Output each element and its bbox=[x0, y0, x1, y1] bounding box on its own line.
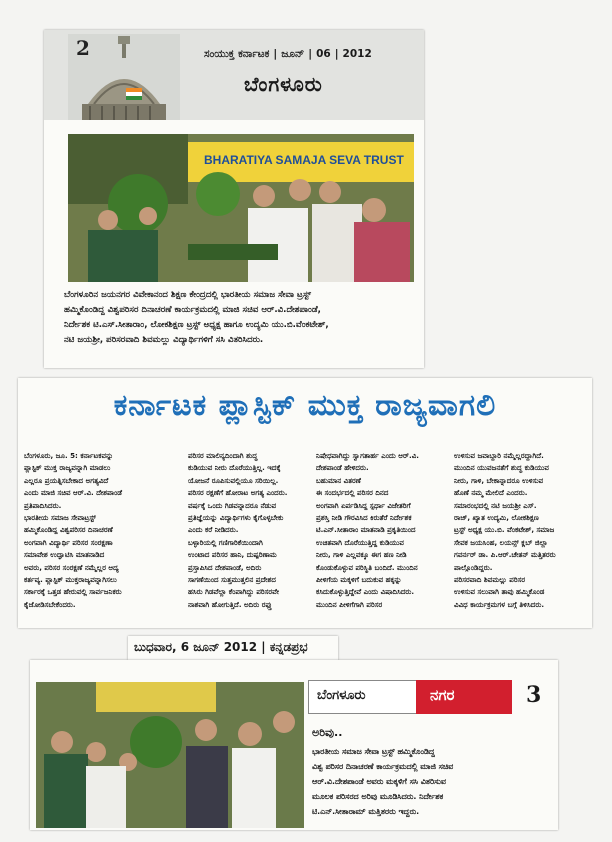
clipping-kannadaprabha bbox=[30, 660, 558, 830]
article-column-4: ಉಳಿಸುವ ಜವಾಬ್ದಾರಿ ನಮ್ಮೆಲ್ಲರದ್ದಾಗಿದೆ. ಮುಂದಿನ ಯುವಜನತೆಗೆ ಶುದ್ಧ ಕುಡಿಯುವ ನೀರು, ಗಾಳಿ, ಬೇಕಾನ್ನಾದರೂ ಉಳಿಸುವ ಹೊಣೆ ನಮ್ಮ ಮೇಲಿದೆ ಎಂದರು. ಸಮಾರಂಭದಲ್ಲಿ ನಟಿ ಜಯಶ್ರೀ ಎಸ್. ರಾಜ್, ಖ್ಯಾತ ಉದ್ಯಮಿ, ಲೋಕಶಿಕ್ಷಣ ಟ್ರಸ್ಟ್ ಅಧ್ಯಕ್ಷ ಯು.ಬಿ. ವೆಂಕಟೇಶ್, ಸಮಾಜ ಸೇವಕ ಜಯಸಿಂಹ, ಲಯನ್ಸ್ ಕ್ಲಬ್ ಜಿಲ್ಲಾ ಗವರ್ನರ್ ಡಾ. ಪಿ.ಆರ್.ಚೇತನ್ ಮತ್ತಿತರರು ಪಾಲ್ಗೊಂಡಿದ್ದರು. ಪರಿಸರವಾದಿ ಶಿವಮಲ್ಲು ಪರಿಸರ ಉಳಿಸುವ ಸಲುವಾಗಿ ತಾವು ಹಮ್ಮಿಕೊಂಡ ವಿವಿಧ ಕಾರ್ಯಕ್ರಮಗಳ ಬಗ್ಗೆ ತಿಳಿಸಿದರು. bbox=[454, 451, 556, 609]
event-photo bbox=[68, 134, 414, 282]
photo-banner-text: BHARATIYA SAMAJA SEVA TRUST bbox=[204, 153, 404, 167]
article-body bbox=[24, 450, 590, 624]
brief-heading: ಅರಿವು.. bbox=[312, 726, 343, 739]
city-label: ಬೆಂಗಳೂರು bbox=[244, 72, 323, 96]
clipping-samyukta-karnataka bbox=[44, 30, 424, 368]
article-column-1: ಬೆಂಗಳೂರು, ಜೂ. 5: ಕರ್ನಾಟಕವನ್ನು ಪ್ಲಾಸ್ಟಿಕ್ ಮುಕ್ತ ರಾಜ್ಯವನ್ನಾಗಿ ಮಾಡಲು ಎಲ್ಲರೂ ಪ್ರಯತ್ನಿಸಬೇಕಾದ ಅಗತ್ಯವಿದೆ ಎಂದು ಮಾಜಿ ಸಚಿವ ಆರ್.ವಿ. ದೇಶಪಾಂಡೆ ಪ್ರತಿಪಾದಿಸಿದರು. ಭಾರತೀಯ ಸಮಾಜ ಸೇವಾಟ್ರಸ್ಟ್ ಹಮ್ಮಿಕೊಂಡಿದ್ದ ವಿಶ್ವಪರಿಸರ ದಿನಾಚರಣೆ ಅಂಗವಾಗಿ ವಿದ್ಯಾರ್ಥಿ ಪರಿಸರ ಸಂರಕ್ಷಣಾ ಸಮಾವೇಶ ಉದ್ಘಾಟಿಸಿ ಮಾತನಾಡಿದ ಅವರು, ಪರಿಸರ ಸಂರಕ್ಷಣೆ ನಮ್ಮೆಲ್ಲರ ಆದ್ಯ ಕರ್ತವ್ಯ. ಪ್ಲಾಸ್ಟಿಕ್ ಮುಕ್ತರಾಜ್ಯವನ್ನಾಗಿಸಲು ಸರ್ಕಾರಕ್ಕೆ ಒತ್ತಡ ಹೇರುವಲ್ಲಿ ಸಾರ್ವಜನಿಕರು ಕೈಜೋಡಿಸಬೇಕೆಂದರು. bbox=[24, 451, 123, 609]
article-column-2: ಪರಿಸರ ಮಾಲಿನ್ಯದಿಂದಾಗಿ ಶುದ್ಧ ಕುಡಿಯುವ ನೀರು ದೊರೆಯುತ್ತಿಲ್ಲ. ಇದಕ್ಕೆ ಯೋಜನೆ ರೂಪಿಸುವಲ್ಲಿಯೂ ಸರಿಯಿಲ್ಲ. ಪರಿಸರ ರಕ್ಷಣೆಗೆ ಹೋರಾಟ ಅಗತ್ಯ ಎಂದರು. ವರ್ಷಕ್ಕೆ ಒಂದು ಗಿಡವನ್ನಾದರೂ ನೆಡುವ ಪ್ರತಿಜ್ಞೆಯನ್ನು ವಿದ್ಯಾರ್ಥಿಗಳು ಕೈಗೊಳ್ಳಬೇಕು ಎಂದು ಕರೆ ನೀಡಿದರು. ಬಳ್ಳಾರಿಯಲ್ಲಿ ಗಣಿಗಾರಿಕೆಯಿಂದಾಗಿ ಉಂಟಾದ ಪರಿಸರ ಹಾನಿ, ದುಷ್ಪರಿಣಾಮ ಪ್ರಸ್ತಾಪಿಸಿದ ದೇಶಪಾಂಡೆ, ಅದಿರು ಸಾಗಣೆಯಿಂದ ಸುತ್ತಮುತ್ತಲಿನ ಪ್ರದೇಶದ ಹಸಿರು ಗಿಡವೆಲ್ಲಾ ಕೆಂಪಾಗಿದ್ದು ಪರಿಸರವೇ ನಾಶವಾಗಿ ಹೋಗುತ್ತಿದೆ. ಅದಿರು ರಫ್ತು bbox=[188, 451, 288, 609]
clipping-kannadaprabha-dateline bbox=[128, 636, 338, 660]
page-number: 3 bbox=[526, 682, 542, 708]
event-photo bbox=[36, 682, 304, 828]
masthead bbox=[44, 30, 424, 120]
article-headline: ಕರ್ನಾಟಕ ಪ್ಲಾಸ್ಟಿಕ್ ಮುಕ್ತ ರಾಜ್ಯವಾಗಲಿ bbox=[113, 388, 497, 423]
clipping-plastic-free-article bbox=[18, 378, 592, 628]
article-column-3: ನಿಷೇಧವಾಗಿದ್ದು ಸ್ವಾಗತಾರ್ಹ ಎಂದು ಆರ್.ವಿ. ದೇಶಪಾಂಡೆ ಹೇಳಿದರು. ಬಹುಮಾನ ವಿತರಣೆ ಈ ಸಂದರ್ಭದಲ್ಲಿ ಪರಿಸರ ದಿನದ ಅಂಗವಾಗಿ ಏರ್ಪಡಿಸಿದ್ದ ಸ್ಪರ್ಧಾ ವಿಜೇತರಿಗೆ ಪ್ರಶಸ್ತಿ ನೀಡಿ ಗೌರವಿಸಿದ ಕಿರುತೆರೆ ನಿರ್ದೇಶಕ ಟಿ.ಎನ್.ಸೀತಾರಾಂ ಮಾತನಾಡಿ ಪ್ರಕೃತಿಯಿಂದ ಉಚಿತವಾಗಿ ದೊರೆಯುತ್ತಿದ್ದ ಕುಡಿಯುವ ನೀರು, ಗಾಳಿ ಎಲ್ಲವಕ್ಕೂ ಈಗ ಹಣ ನೀಡಿ ಕೊಂಡುಕೊಳ್ಳುವ ಪರಿಸ್ಥಿತಿ ಬಂದಿದೆ. ಮುಂದಿನ ಪೀಳಿಗೆಯ ಮಕ್ಕಳಿಗೆ ಬದುಕುವ ಹಕ್ಕನ್ನು ಕಸಿದುಕೊಳ್ಳುತ್ತಿದ್ದೇವೆ ಎಂದು ವಿಷಾದಿಸಿದರು. ಮುಂದಿನ ಪೀಳಿಗೆಗಾಗಿ ಪರಿಸರ bbox=[316, 451, 419, 609]
page-number: 2 bbox=[76, 36, 90, 60]
brief-body: ಭಾರತೀಯ ಸಮಾಜ ಸೇವಾ ಟ್ರಸ್ಟ್ ಹಮ್ಮಿಕೊಂಡಿದ್ದ ವಿಶ್ವ ಪರಿಸರ ದಿನಾಚರಣೆ ಕಾರ್ಯಕ್ರಮದಲ್ಲಿ ಮಾಜಿ ಸಚಿವ ಆರ್.ವಿ.ದೇಶಪಾಂಡೆ ಅವರು ಮಕ್ಕಳಿಗೆ ಸಸಿ ವಿತರಿಸುವ ಮೂಲಕ ಪರಿಸರದ ಅರಿವು ಮೂಡಿಸಿದರು. ನಿರ್ದೇಶಕ ಟಿ.ಎನ್.ಸೀತಾರಾಮ್ ಮತ್ತಿತರರು ಇದ್ದರು. bbox=[312, 747, 454, 816]
dateline: ಬುಧವಾರ, 6 ಜೂನ್ 2012 | ಕನ್ನಡಪ್ರಭ bbox=[134, 640, 308, 654]
masthead-title: ಸಂಯುಕ್ತ ಕರ್ನಾಟಕ | ಜೂನ್ | 06 | 2012 bbox=[204, 48, 372, 60]
section-label: ನಗರ bbox=[416, 680, 512, 714]
photo-caption: ಬೆಂಗಳೂರಿನ ಜಯನಗರ ವಿವೇಕಾನಂದ ಶಿಕ್ಷಣ ಕೇಂದ್ರದಲ್ಲಿ ಭಾರತೀಯ ಸಮಾಜ ಸೇವಾ ಟ್ರಸ್ಟ್ ಹಮ್ಮಿಕೊಂಡಿದ್ದ ವಿಶ್ವಪರಿಸರ ದಿನಾಚರಣೆ ಕಾರ್ಯಕ್ರಮದಲ್ಲಿ ಮಾಜಿ ಸಚಿವ ಆರ್.ವಿ.ದೇಶಪಾಂಡೆ, ನಿರ್ದೇಶಕ ಟಿ.ಎಸ್.ಸೀತಾರಾಂ, ಲೋಕಶಿಕ್ಷಣ ಟ್ರಸ್ಟ್ ಅಧ್ಯಕ್ಷ ಹಾಗೂ ಉದ್ಯಮಿ ಯು.ಬಿ.ವೆಂಕಟೇಶ್, ನಟಿ ಜಯಶ್ರೀ, ಪರಿಸರವಾದಿ ಶಿವಮಲ್ಲು ವಿದ್ಯಾರ್ಥಿಗಳಿಗೆ ಸಸಿ ವಿತರಿಸಿದರು. bbox=[64, 290, 329, 345]
city-label: ಬೆಂಗಳೂರು bbox=[308, 680, 418, 714]
